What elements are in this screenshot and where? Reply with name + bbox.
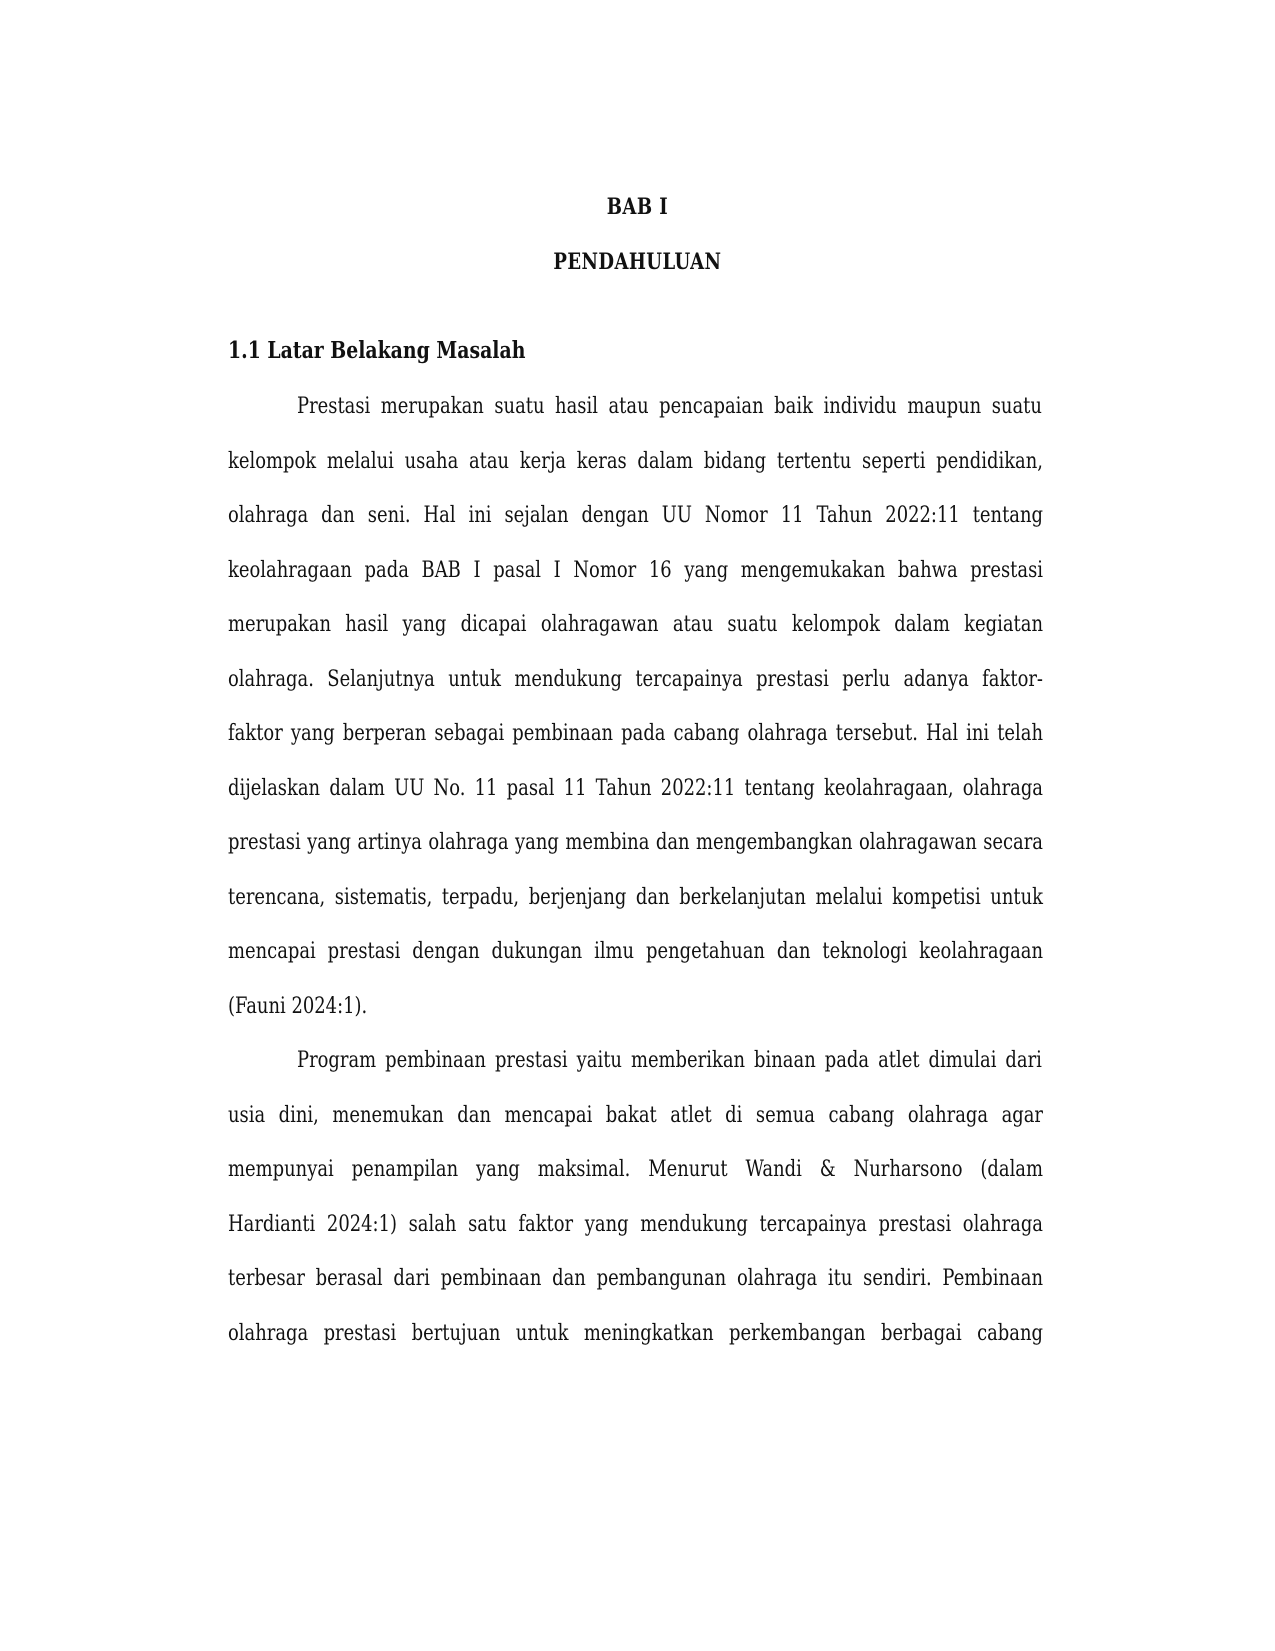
text-line-content: faktor yang berperan sebagai pembinaan pada cabang olahraga tersebut. Hal ini telah (228, 721, 1043, 746)
text-line (228, 774, 1043, 804)
text-line-content: (Fauni 2024:1). (228, 993, 368, 1019)
text-line (228, 1101, 1043, 1131)
text-line (297, 392, 1043, 422)
text-line-content: prestasi yang artinya olahraga yang membina dan mengembangkan olahragawan secara (228, 830, 1043, 855)
text-line (228, 1264, 1043, 1294)
text-line (228, 447, 1043, 477)
text-line (228, 1155, 1043, 1185)
text-line-content: kelompok melalui usaha atau kerja keras dalam bidang tertentu seperti pendidikan, (228, 448, 1043, 474)
text-line (228, 883, 1043, 913)
chapter-title: PENDAHULUAN (553, 249, 722, 275)
text-line (228, 828, 1043, 858)
text-line-content: Hardianti 2024:1) salah satu faktor yang mendukung tercapainya prestasi olahraga (228, 1211, 1043, 1237)
text-line (228, 665, 1043, 695)
section-heading: 1.1 Latar Belakang Masalah (228, 337, 526, 364)
text-line-content: olahraga prestasi bertujuan untuk meningkatkan perkembangan berbagai cabang (228, 1320, 1043, 1346)
text-line-content: olahraga. Selanjutnya untuk mendukung tercapainya prestasi perlu adanya faktor- (228, 666, 1043, 692)
text-line-content: olahraga dan seni. Hal ini sejalan dengan UU Nomor 11 Tahun 2022:11 tentang (228, 503, 1043, 528)
text-line (228, 1319, 1043, 1349)
text-line (228, 610, 1043, 640)
text-line-content: Prestasi merupakan suatu hasil atau pencapaian baik individu maupun suatu (297, 394, 1042, 419)
text-line (228, 992, 1043, 1022)
chapter-number: BAB I (606, 194, 669, 220)
text-line-content: mempunyai penampilan yang maksimal. Menurut Wandi & Nurharsono (dalam (228, 1157, 1043, 1182)
text-line (297, 1046, 1043, 1076)
text-line-content: merupakan hasil yang dicapai olahragawan atau suatu kelompok dalam kegiatan (228, 612, 1043, 637)
text-line-content: Program pembinaan prestasi yaitu memberikan binaan pada atlet dimulai dari (297, 1048, 1042, 1073)
text-line-content: terbesar berasal dari pembinaan dan pembangunan olahraga itu sendiri. Pembinaan (228, 1266, 1043, 1291)
text-line (228, 719, 1043, 749)
text-line-content: dijelaskan dalam UU No. 11 pasal 11 Tahun 2022:11 tentang keolahragaan, olahraga (228, 775, 1043, 801)
text-line (228, 556, 1043, 586)
text-line (228, 1210, 1043, 1240)
text-line (228, 937, 1043, 967)
text-line-content: mencapai prestasi dengan dukungan ilmu pengetahuan dan teknologi keolahragaan (228, 939, 1043, 964)
text-line-content: terencana, sistematis, terpadu, berjenjang dan berkelanjutan melalui kompetisi untuk (228, 884, 1043, 910)
text-line-content: usia dini, menemukan dan mencapai bakat atlet di semua cabang olahraga agar (228, 1102, 1043, 1128)
text-line (228, 501, 1043, 531)
text-line-content: keolahragaan pada BAB I pasal I Nomor 16 yang mengemukakan bahwa prestasi (228, 557, 1043, 583)
